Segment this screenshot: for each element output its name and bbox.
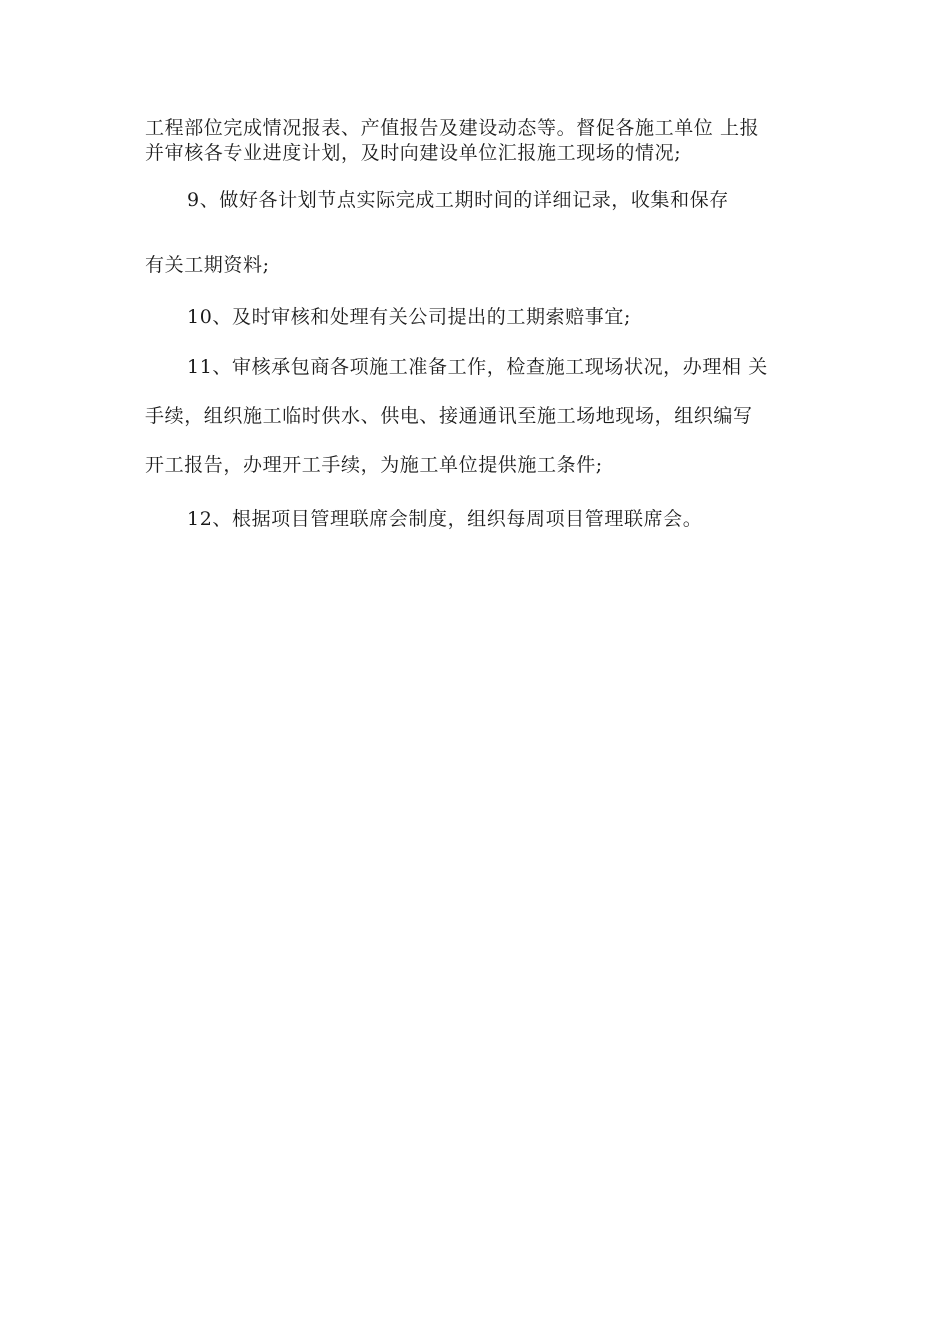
paragraph-line-progress-plan: 并审核各专业进度计划，及时向建设单位汇报施工现场的情况; (145, 142, 682, 164)
item-11-continuation-1: 手续，组织施工临时供水、供电、接通通讯至施工场地现场，组织编写 (145, 405, 753, 427)
item-10-line: 10、及时审核和处理有关公司提出的工期索赔事宜; (187, 306, 631, 328)
item-9-continuation: 有关工期资料; (145, 254, 270, 276)
item-12-line: 12、根据项目管理联席会制度，组织每周项目管理联席会。 (187, 508, 703, 530)
item-9-line: 9、做好各计划节点实际完成工期时间的详细记录，收集和保存 (187, 189, 729, 211)
item-11-continuation-2: 开工报告，办理开工手续，为施工单位提供施工条件; (145, 454, 603, 476)
paragraph-line-progress-report: 工程部位完成情况报表、产值报告及建设动态等。督促各施工单位 上报 (145, 117, 760, 139)
item-11-line: 11、审核承包商各项施工准备工作，检查施工现场状况，办理相 关 (187, 356, 768, 378)
